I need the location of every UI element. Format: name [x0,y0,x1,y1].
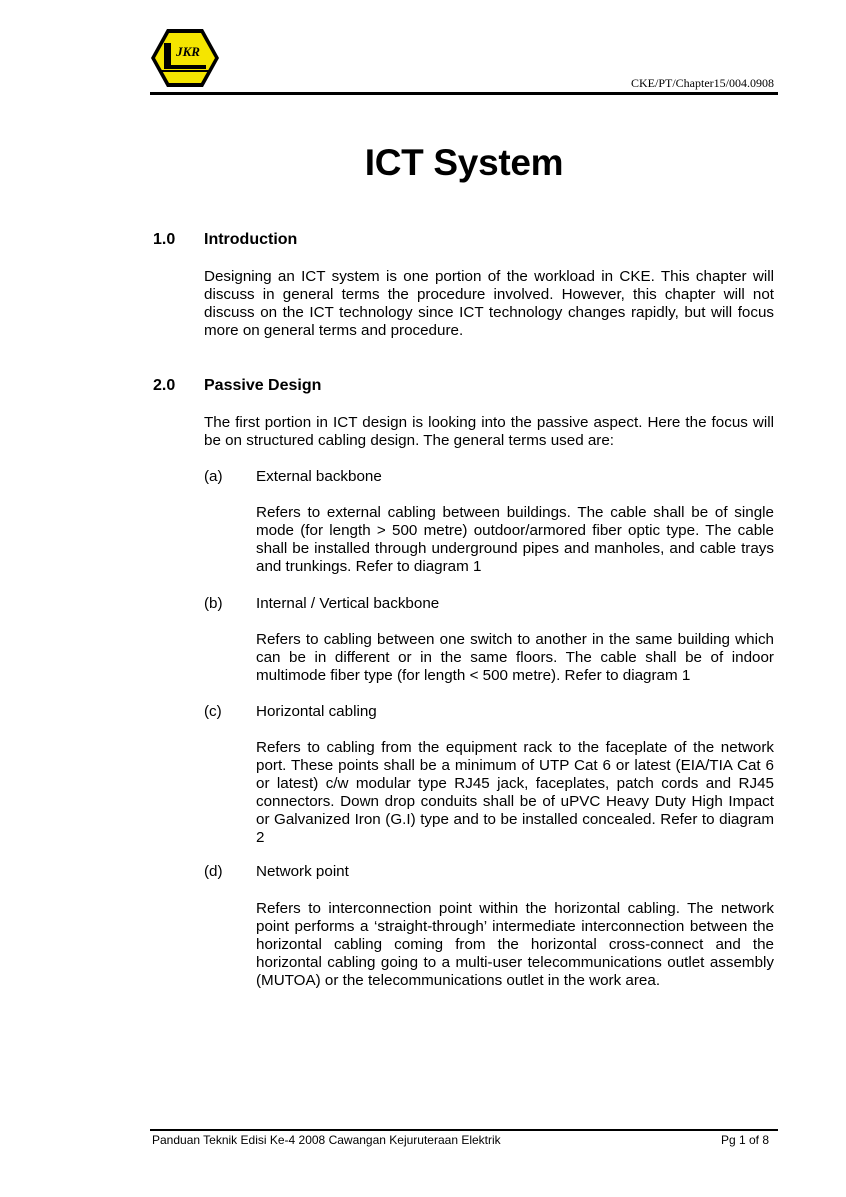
item-text: Refers to interconnection point within the horizontal cabling. The network point performs a ‘straight-through’ intermediate interconnection between the horizontal cabling coming from the horizontal cross-connect and the horizontal cabling going to a multi-user telecommunications outlet assembly (MUTOA) or the telecommunications outlet in the work area. [256,900,774,989]
item-label: (b) [204,595,223,612]
item-text: Refers to external cabling between buildings. The cable shall be of single mode (for length > 500 metre) outdoor/armored fiber optic type. The cable shall be installed through underground pipes and manholes, and cable trays and trunkings. Refer to diagram 1 [256,504,774,575]
item-label: (a) [204,468,223,485]
item-title: Internal / Vertical backbone [256,595,440,612]
item-title: Network point [256,863,349,880]
item-title: External backbone [256,468,382,485]
logo-text: JKR [176,44,200,59]
section-paragraph: Designing an ICT system is one portion of the workload in CKE. This chapter will discuss in general terms the procedure involved. However, this chapter will not discuss on the ICT technology since ICT technology changes rapidly, but will focus more on general terms and procedure. [204,268,774,339]
section-number: 1.0 [153,231,176,248]
item-title: Horizontal cabling [256,703,377,720]
document-reference: CKE/PT/Chapter15/004.0908 [631,76,774,90]
jkr-logo [150,28,220,88]
section-heading: Passive Design [204,377,322,394]
item-label: (c) [204,703,222,720]
item-text: Refers to cabling from the equipment rack to the faceplate of the network port. These points shall be a minimum of UTP Cat 6 or latest (EIA/TIA Cat 6 or latest) c/w modular type RJ45 jack, faceplates, patch cords and RJ45 connectors. Down drop conduits shall be of uPVC Heavy Duty High Impact or Galvanized Iron (G.I) type and to be installed concealed. Refer to diagram 2 [256,739,774,846]
item-label: (d) [204,863,223,880]
section-paragraph: The first portion in ICT design is looking into the passive aspect. Here the focus will be on structured cabling design. The general terms used are: [204,414,774,449]
page-title: ICT System [364,142,564,183]
section-number: 2.0 [153,377,176,394]
footer-rule [150,1129,778,1131]
footer-publication: Panduan Teknik Edisi Ke-4 2008 Cawangan Kejuruteraan Elektrik [152,1133,501,1147]
section-heading: Introduction [204,231,298,248]
page-number: Pg 1 of 8 [720,1133,769,1147]
header-rule [150,92,778,95]
item-text: Refers to cabling between one switch to another in the same building which can be in different or in the same floors. The cable shall be of indoor multimode fiber type (for length < 500 metre). Refer to diagram 1 [256,631,774,684]
